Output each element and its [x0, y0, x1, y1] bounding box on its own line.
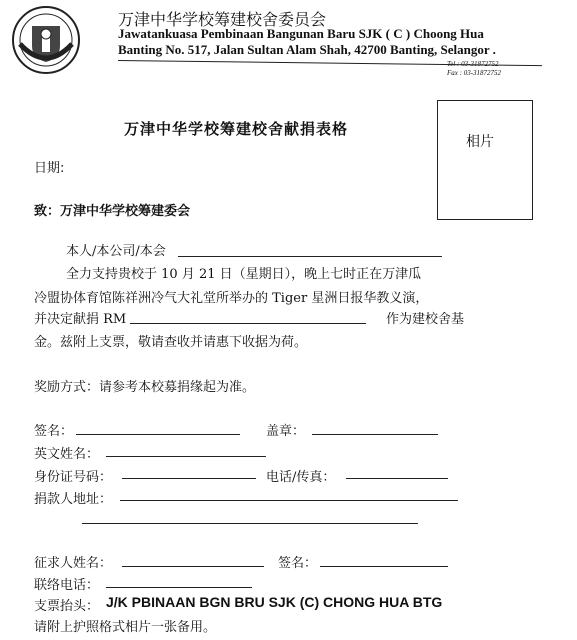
collector-sign-field-line[interactable] [320, 566, 448, 567]
cheque-label: 支票抬头： [34, 599, 100, 614]
header-title-chinese: 万津中华学校筹建校舍委员会 [118, 10, 327, 29]
donor-address-line-2[interactable] [82, 523, 418, 524]
para-line-1: 全力支持贵校于 10 月 21 日（星期日），晚上七时正在万津瓜 [66, 267, 422, 282]
phone-field-line[interactable] [346, 478, 448, 479]
header-address: Banting No. 517, Jalan Sultan Alam Shah, 42700 Banting, Selangor . [118, 42, 496, 57]
form-title: 万津中华学校筹建校舍献捐表格 [124, 120, 349, 138]
ic-label: 身份证号码： [34, 470, 113, 485]
para-line-2: 冷盟协体育馆陈祥洲冷气大礼堂所举办的 Tiger 星洲日报华教义演， [34, 291, 429, 306]
header-title-malay: Jawatankuasa Pembinaan Bangunan Baru SJK ( C ) Choong Hua [118, 26, 484, 41]
school-crest-logo [6, 4, 86, 76]
collector-field-line[interactable] [122, 566, 264, 567]
header-tel: Tel : 03-31872752 [447, 60, 499, 68]
para-line-3b: 作为建校舍基 [386, 312, 465, 327]
donor-address-label: 捐款人地址： [34, 492, 113, 507]
contact-field-line[interactable] [106, 587, 252, 588]
sign-label: 签名： [34, 424, 74, 439]
me-label: 本人/本公司/本会 [66, 244, 166, 259]
photo-label: 相片 [466, 134, 494, 150]
para-line-3a: 并决定献捐 RM [34, 312, 127, 327]
collector-sign-label: 签名： [278, 556, 318, 571]
english-name-field-line[interactable] [106, 456, 266, 457]
collector-label: 征求人姓名： [34, 556, 113, 571]
para-line-4: 金。兹附上支票，敬请查收并请惠下收据为荷。 [34, 335, 308, 350]
sign-field-line[interactable] [76, 434, 240, 435]
phone-label: 电话/传真： [266, 470, 336, 485]
contact-label: 联络电话： [34, 578, 100, 593]
cheque-payee: J/K PBINAAN BGN BRU SJK (C) CHONG HUA BTG [106, 594, 443, 610]
photo-box [437, 100, 533, 220]
me-field-line[interactable] [178, 256, 442, 257]
date-label: 日期: [34, 161, 65, 176]
header-fax: Fax : 03-31872752 [447, 69, 502, 77]
seal-label: 盖章： [266, 424, 306, 439]
photo-note: 请附上护照格式相片一张备用。 [34, 620, 217, 635]
seal-field-line[interactable] [312, 434, 438, 435]
amount-field-line[interactable] [130, 323, 366, 324]
donor-address-line-1[interactable] [120, 500, 458, 501]
ic-field-line[interactable] [122, 478, 256, 479]
reward-note: 奖励方式：请参考本校募捐缘起为准。 [34, 380, 256, 395]
to-label: 致：万津中华学校筹建委会 [34, 204, 191, 219]
english-name-label: 英文姓名： [34, 447, 100, 462]
